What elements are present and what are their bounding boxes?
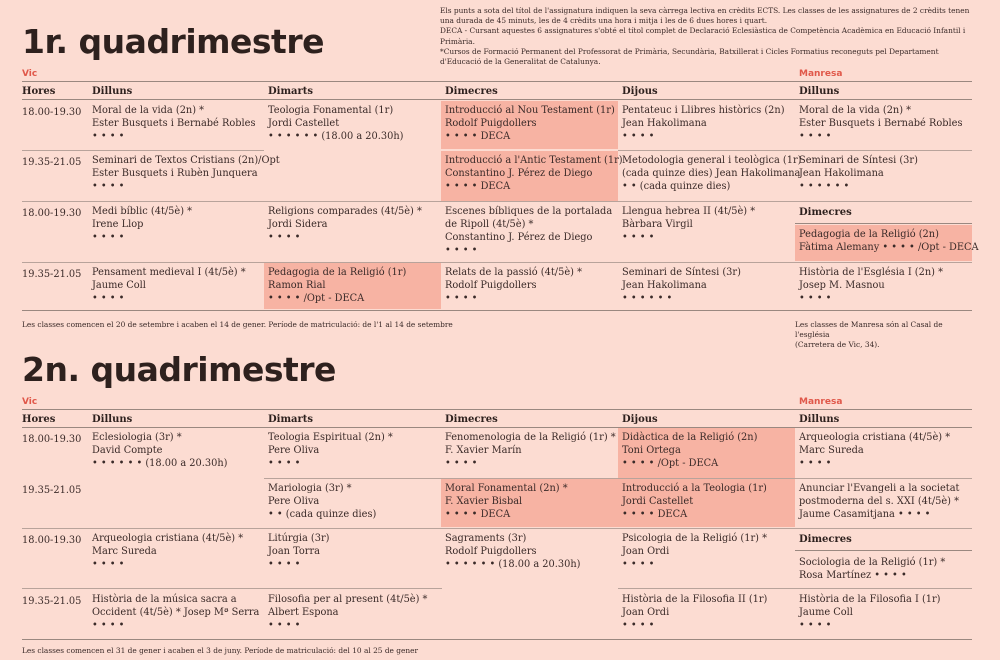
location-manresa-q2: Manresa bbox=[799, 397, 843, 407]
subheader-dimecres-manresa: Dimecres bbox=[799, 534, 852, 545]
time-slot: 18.00-19.30 bbox=[22, 434, 82, 445]
course-cell: Fenomenologia de la Religió (1r) * F. Xavier Marín • • • • bbox=[445, 432, 616, 469]
time-slot: 19.35-21.05 bbox=[22, 596, 82, 607]
course-cell: Escenes bíbliques de la portalada de Ripoll (4t/5è) * Constantino J. Pérez de Diego • • • • bbox=[445, 206, 613, 256]
header-dilluns-manresa: Dilluns bbox=[799, 86, 840, 97]
header-hores: Hores bbox=[22, 86, 56, 97]
divider bbox=[22, 639, 972, 640]
course-cell: Religions comparades (4t/5è) * Jordi Sidera • • • • bbox=[268, 206, 422, 243]
course-cell: Història de la Filosofia I (1r) Jaume Coll • • • • bbox=[799, 594, 941, 631]
note-ects: Els punts a sota del títol de l'assignatura indiquen la seva càrrega lectiva en crèdits ECTS. Les classes de les assignatures de 2 crèdits tenen una durada de 45 minuts, les de 4 crèdits una hora i mitja i les de 6 dues hores i quart. bbox=[440, 6, 970, 26]
course-cell-highlight: Introducció al Nou Testament (1r) Rodolf Puigdollers • • • • DECA bbox=[441, 101, 618, 149]
header-dijous: Dijous bbox=[622, 414, 658, 425]
course-cell: Sagraments (3r) Rodolf Puigdollers • • • • • • (18.00 a 20.30h) bbox=[445, 533, 581, 570]
course-cell: Mariologia (3r) * Pere Oliva • • (cada quinze dies) bbox=[268, 483, 377, 520]
course-cell: Medi bíblic (4t/5è) * Irene Llop • • • • bbox=[92, 206, 193, 243]
location-manresa-q1: Manresa bbox=[799, 69, 843, 79]
section-title-q2: 2n. quadrimestre bbox=[22, 350, 336, 389]
course-cell: Història de l'Església I (2n) * Josep M. Masnou • • • • bbox=[799, 267, 944, 304]
course-cell: Seminari de Textos Cristians (2n)/Opt Ester Busquets i Rubèn Junquera • • • • bbox=[92, 155, 280, 192]
header-dimecres: Dimecres bbox=[445, 414, 498, 425]
course-cell-highlight: Introducció a l'Antic Testament (1r) Constantino J. Pérez de Diego • • • • DECA bbox=[441, 151, 618, 201]
course-cell-highlight: Moral Fonamental (2n) * F. Xavier Bisbal • • • • DECA bbox=[441, 479, 618, 527]
course-cell: Pentateuc i Llibres històrics (2n) Jean Hakolimana • • • • bbox=[622, 105, 785, 142]
header-dilluns: Dilluns bbox=[92, 414, 133, 425]
course-cell: Pensament medieval I (4t/5è) * Jaume Coll • • • • bbox=[92, 267, 246, 304]
time-slot: 19.35-21.05 bbox=[22, 157, 82, 168]
course-cell: Eclesiologia (3r) * David Compte • • • • • • (18.00 a 20.30h) bbox=[92, 432, 228, 469]
time-slot: 19.35-21.05 bbox=[22, 269, 82, 280]
note-deca: DECA - Cursant aquestes 6 assignatures s'obté el títol complet de Declaració Eclesiàstica de Competència Acadèmica en Educació Infantil i Primària. bbox=[440, 26, 966, 46]
divider bbox=[22, 588, 442, 589]
course-cell: Moral de la vida (2n) * Ester Busquets i Bernabé Robles • • • • bbox=[799, 105, 963, 142]
location-vic-q2: Vic bbox=[22, 397, 38, 407]
footnote-q2: Les classes comencen el 31 de gener i acaben el 3 de juny. Període de matriculació: del 10 al 25 de gener bbox=[22, 646, 419, 655]
course-cell-highlight: Pedagogia de la Religió (1r) Ramon Rial • • • • /Opt - DECA bbox=[264, 263, 441, 309]
course-cell: Teologia Fonamental (1r) Jordi Castellet • • • • • • (18.00 a 20.30h) bbox=[268, 105, 404, 142]
course-cell: Seminari de Síntesi (3r) Jean Hakolimana • • • • • • bbox=[799, 155, 918, 192]
time-slot: 18.00-19.30 bbox=[22, 208, 82, 219]
divider bbox=[22, 409, 972, 410]
course-cell: Arqueologia cristiana (4t/5è) * Marc Sureda • • • • bbox=[799, 432, 951, 469]
course-cell: Teologia Espiritual (2n) * Pere Oliva • • • • bbox=[268, 432, 393, 469]
location-vic-q1: Vic bbox=[22, 69, 38, 79]
course-cell-highlight: Didàctica de la Religió (2n) Toni Ortega • • • • /Opt - DECA bbox=[618, 428, 795, 478]
course-cell: Metodologia general i teològica (1r) (cada quinze dies) Jean Hakolimana • • (cada quinze dies) bbox=[622, 155, 802, 192]
course-cell: Història de la música sacra a Occident (4t/5è) * Josep Mª Serra • • • • bbox=[92, 594, 260, 631]
footnote-manresa: Les classes de Manresa són al Casal de l'església (Carretera de Vic, 34). bbox=[795, 320, 943, 349]
header-dimarts: Dimarts bbox=[268, 86, 314, 97]
course-cell: Relats de la passió (4t/5è) * Rodolf Puigdollers • • • • bbox=[445, 267, 582, 304]
course-cell: Litúrgia (3r) Joan Torra • • • • bbox=[268, 533, 330, 570]
time-slot: 18.00-19.30 bbox=[22, 535, 82, 546]
course-cell: Moral de la vida (2n) * Ester Busquets i Bernabé Robles • • • • bbox=[92, 105, 256, 142]
header-dimarts: Dimarts bbox=[268, 414, 314, 425]
time-slot: 18.00-19.30 bbox=[22, 107, 82, 118]
divider bbox=[22, 99, 972, 100]
footnote-q1: Les classes comencen el 20 de setembre i acaben el 14 de gener. Període de matriculació: de l'1 al 14 de setembre bbox=[22, 320, 453, 329]
header-dimecres: Dimecres bbox=[445, 86, 498, 97]
header-dilluns-manresa: Dilluns bbox=[799, 414, 840, 425]
header-hores: Hores bbox=[22, 414, 56, 425]
course-cell: Història de la Filosofia II (1r) Joan Ordi • • • • bbox=[622, 594, 768, 631]
course-cell: Seminari de Síntesi (3r) Jean Hakolimana • • • • • • bbox=[622, 267, 741, 304]
divider bbox=[22, 81, 972, 82]
course-cell-highlight: Pedagogia de la Religió (2n) Fàtima Alemany • • • • /Opt - DECA bbox=[795, 225, 972, 261]
course-cell: Filosofia per al present (4t/5è) * Albert Espona • • • • bbox=[268, 594, 428, 631]
course-cell: Llengua hebrea II (4t/5è) * Bàrbara Virgil • • • • bbox=[622, 206, 756, 243]
header-dijous: Dijous bbox=[622, 86, 658, 97]
course-cell: Arqueologia cristiana (4t/5è) * Marc Sureda • • • • bbox=[92, 533, 244, 570]
time-slot: 19.35-21.05 bbox=[22, 485, 82, 496]
subheader-dimecres-manresa: Dimecres bbox=[799, 207, 852, 218]
note-cursos: *Cursos de Formació Permanent del Professorat de Primària, Secundària, Batxillerat i Cicles Formatius reconeguts pel Departament d'Educació de la Generalitat de Catalunya. bbox=[440, 46, 939, 67]
divider bbox=[795, 550, 972, 551]
divider bbox=[618, 588, 972, 589]
section-title-q1: 1r. quadrimestre bbox=[22, 22, 324, 61]
notes-block bbox=[440, 6, 980, 67]
divider bbox=[22, 310, 972, 311]
header-dilluns: Dilluns bbox=[92, 86, 133, 97]
course-cell: Anunciar l'Evangeli a la societat postmoderna del s. XXI (4t/5è) * Jaume Casamitjana • • • • bbox=[799, 483, 960, 520]
course-cell-highlight: Introducció a la Teologia (1r) Jordi Castellet • • • • DECA bbox=[618, 479, 795, 527]
course-cell: Sociologia de la Religió (1r) * Rosa Martínez • • • • bbox=[799, 557, 946, 581]
course-cell: Psicologia de la Religió (1r) * Joan Ordi • • • • bbox=[622, 533, 767, 570]
divider bbox=[795, 223, 972, 224]
